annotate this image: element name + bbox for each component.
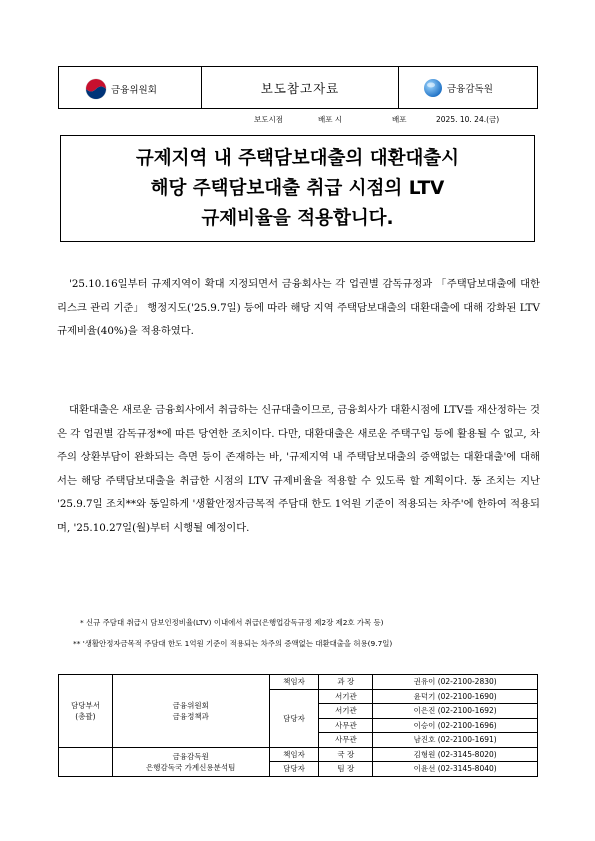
- contact-person: 이윤선 (02-3145-8040): [373, 762, 538, 777]
- contact-title: 국 장: [319, 747, 373, 762]
- contact-table: [58, 674, 538, 777]
- release-time-value: 배포 시: [318, 115, 343, 124]
- release-date-label: 배포: [392, 115, 407, 124]
- fsc-logo: [85, 78, 157, 100]
- contact-title: 사무관: [319, 733, 373, 748]
- release-date-value: 2025. 10. 24.(금): [436, 115, 500, 124]
- release-time-label: 보도시점: [254, 115, 283, 124]
- doc-type-label: 보도참고자료: [201, 67, 399, 108]
- role-head-cell: 책임자: [269, 747, 319, 762]
- contact-person: 김형원 (02-3145-8020): [373, 747, 538, 762]
- contact-title: 사무관: [319, 718, 373, 733]
- title-box: [60, 135, 535, 242]
- contact-person: 이은진 (02-2100-1692): [373, 704, 538, 719]
- role-staff-cell: 담당자: [269, 689, 319, 747]
- contact-title: 팀 장: [319, 762, 373, 777]
- role-head-cell: 책임자: [269, 675, 319, 690]
- dept-cell: 담당부서 (총괄): [59, 675, 113, 748]
- title-line-1: 규제지역 내 주택담보대출의 대환대출시: [135, 147, 460, 169]
- contact-person: 윤덕기 (02-2100-1690): [373, 689, 538, 704]
- footnote-2: ** '생활안정자금목적 주담대 한도 1억원 기준이 적용되는 차주의 증액없는 대환대출을 허용(9.7일): [73, 639, 393, 648]
- fsc-emblem-icon: [85, 78, 107, 100]
- contact-person: 이승이 (02-2100-1696): [373, 718, 538, 733]
- left-org-name: 금융위원회: [111, 85, 157, 96]
- role-staff-cell: 담당자: [269, 762, 319, 777]
- right-org-name: 금융감독원: [447, 84, 493, 95]
- dept-cell-2: [59, 747, 113, 776]
- footnote-1: * 신규 주담대 취급시 담보인정비율(LTV) 이내에서 취급(은행업감독규정 제2장 제2호 가목 등): [80, 618, 384, 627]
- contact-person: 권유이 (02-2100-2830): [373, 675, 538, 690]
- contact-title: 서기관: [319, 689, 373, 704]
- paragraph-1: '25.10.16일부터 규제지역이 확대 지정되면서 금융회사는 각 업권별 감독규정과 「주택담보대출에 대한 리스크 관리 기준」 행정지도('25.9.7일) 등에 따라 해당 지역 주택담보대출의 대환대출에 대해 강화된 LTV 규제비율(40%)을 적용하였다.: [57, 278, 540, 338]
- org2-cell: 금융감독원 은행감독국 가계신용분석팀: [112, 747, 269, 776]
- contact-title: 과 장: [319, 675, 373, 690]
- paragraph-2: 대환대출은 새로운 금융회사에서 취급하는 신규대출이므로, 금융회사가 대환시점에 LTV를 재산정하는 것은 각 업권별 감독규정*에 따른 당연한 조치이다. 다만, 대환대출은 새로운 주택구입 등에 활용될 수 없고, 차주의 상환부담이 완화되는 측면 등이 존재하는 바, '규제지역 내 주택담보대출의 증액없는 대환대출'에 대해서는 해당 주택담보대출을 취급한 시점의 LTV 규제비율을 적용할 수 있도록 할 계획이다. 동 조치는 지난 '25.9.7일 조치**와 동일하게 '생활안정자금목적 주담대 한도 1억원 기준이 적용되는 차주'에 한하여 적용되며, '25.10.27일(월)부터 시행될 예정이다.: [57, 404, 540, 534]
- contact-title: 서기관: [319, 704, 373, 719]
- title-line-3: 규제비율을 적용합니다.: [201, 207, 394, 229]
- title-line-2: 해당 주택담보대출 취급 시점의 LTV: [150, 177, 445, 199]
- fss-logo: [423, 78, 493, 98]
- contact-person: 남진호 (02-2100-1691): [373, 733, 538, 748]
- fss-globe-icon: [423, 78, 443, 98]
- header-box: [58, 66, 538, 109]
- org1-cell: 금융위원회 금융정책과: [112, 675, 269, 748]
